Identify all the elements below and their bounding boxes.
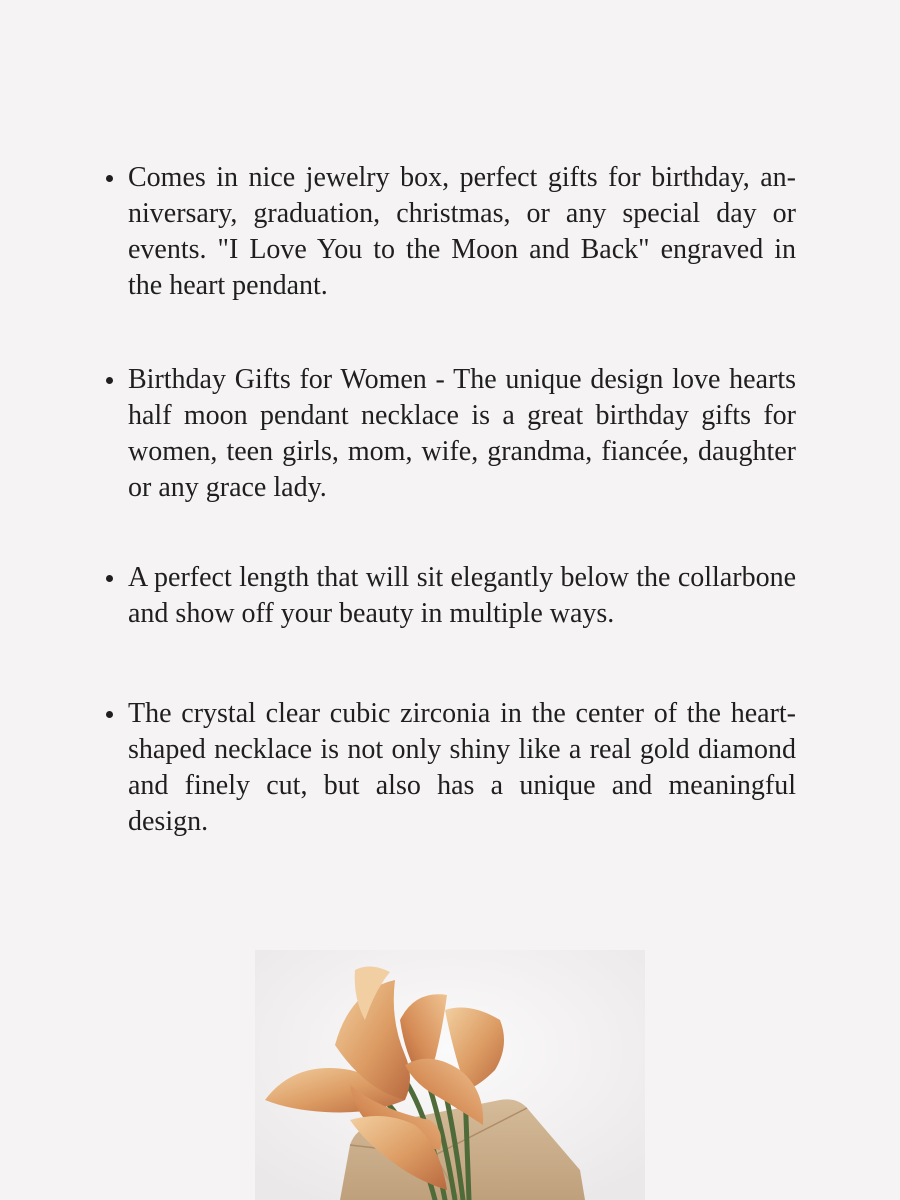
bullet-dot-icon (106, 575, 113, 582)
feature-bullet-2 (128, 362, 796, 506)
feature-bullet-3 (128, 560, 796, 632)
bullet-dot-icon (106, 377, 113, 384)
feature-bullet-1 (128, 160, 796, 304)
feature-bullet-text: The crystal clear cubic zirconia in the center of the heart-shaped necklace is not only shiny like a real gold diamond and finely cut, but also has a unique and meaningful design. (128, 698, 796, 837)
calla-lilies-envelope-image (255, 950, 645, 1200)
bullet-dot-icon (106, 711, 113, 718)
flower-envelope-illustration (255, 950, 645, 1200)
bullet-dot-icon (106, 175, 113, 182)
feature-bullet-4 (128, 696, 796, 840)
feature-bullet-text: Comes in nice jewelry box, perfect gifts for birthday, anniversary, graduation, christmas, or any special day or events. "I Love You to the Moon and Back" engraved in the heart pendant. (128, 162, 796, 301)
feature-bullet-text: A perfect length that will sit elegantly below the collarbone and show off your beauty in multiple ways. (128, 562, 796, 629)
feature-bullet-text: Birthday Gifts for Women - The unique design love hearts half moon pendant necklace is a great birthday gifts for women, teen girls, mom, wife, grandma, fiancée, daughter or any grace lady. (128, 364, 796, 503)
